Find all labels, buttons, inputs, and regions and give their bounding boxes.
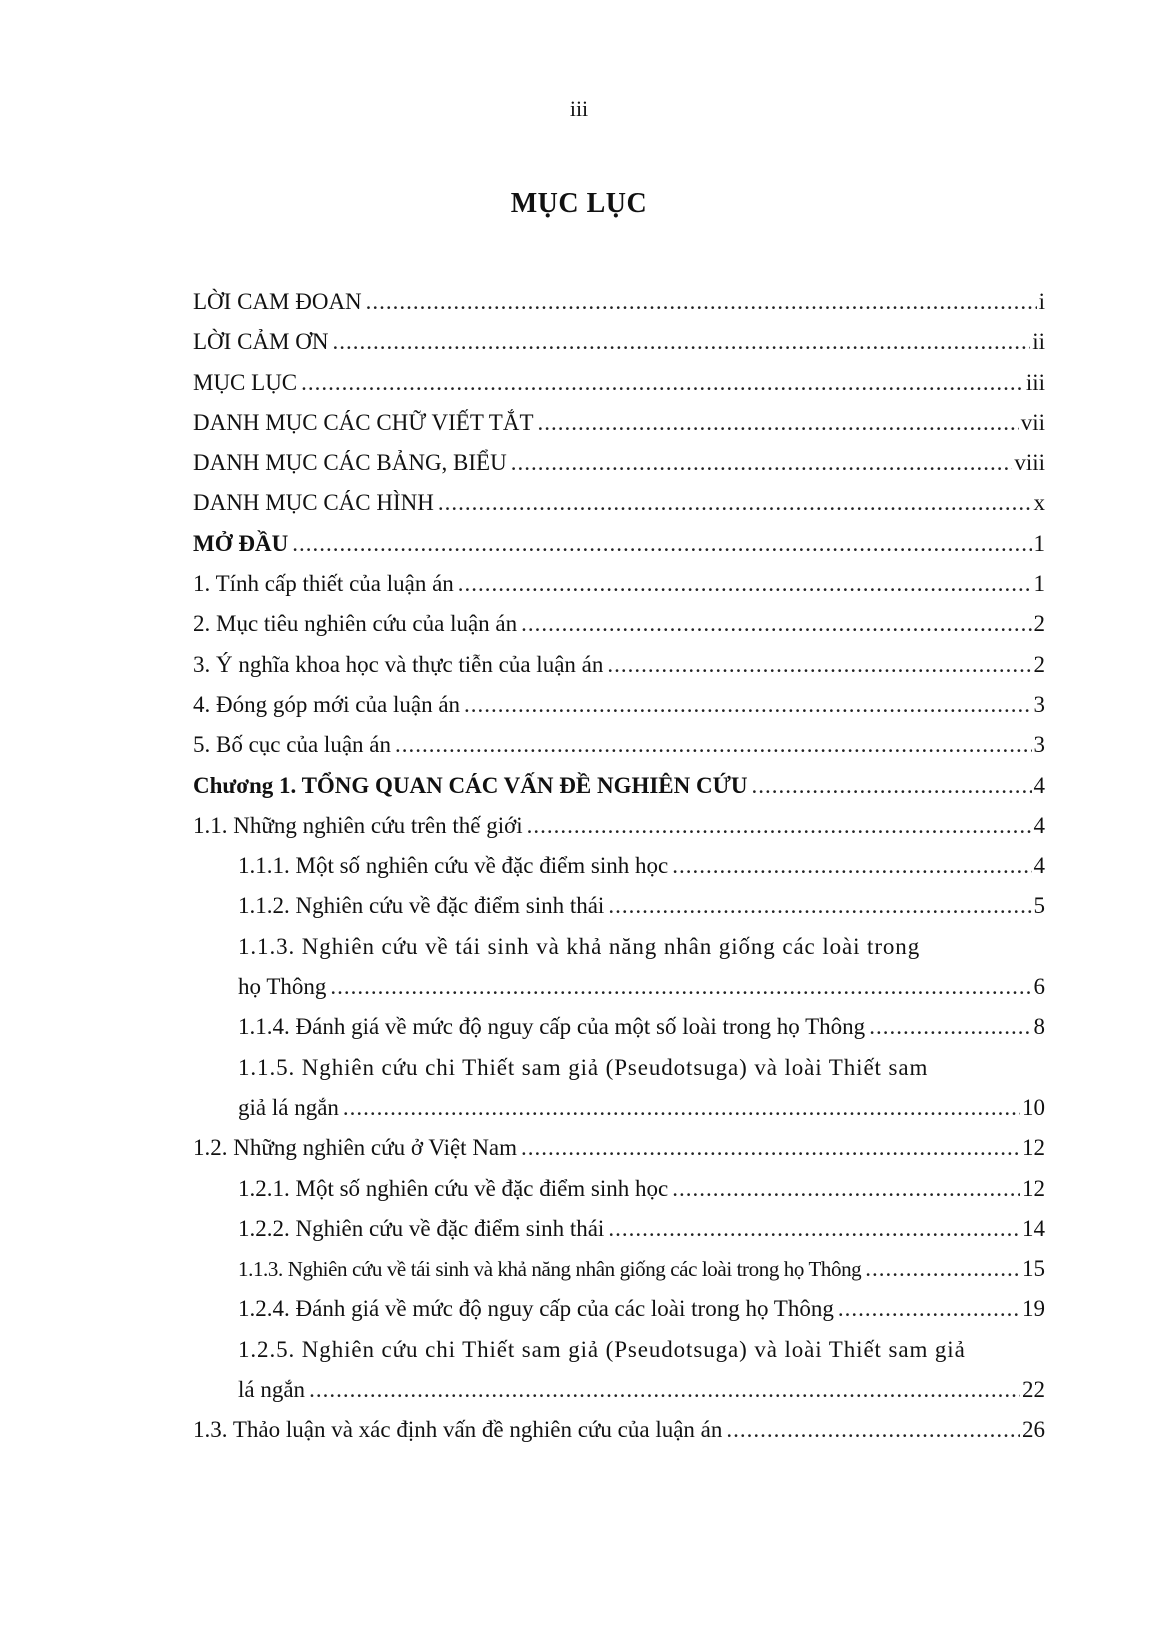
toc-entry-page: 8	[1033, 1014, 1045, 1040]
toc-entry-label: giả lá ngắn	[238, 1094, 339, 1120]
toc-entry-3[interactable]	[193, 645, 1045, 685]
toc-leader-dots	[869, 1007, 1031, 1047]
table-of-contents	[193, 282, 1045, 1451]
toc-entry-label: 1.2.5. Nghiên cứu chi Thiết sam giả (Pseudotsuga) và loài Thiết sam giả	[238, 1336, 966, 1362]
toc-leader-dots	[672, 1169, 1020, 1209]
toc-entry-2[interactable]	[193, 604, 1045, 644]
toc-entry-page: 2	[1033, 611, 1045, 637]
toc-entry-1-2[interactable]	[193, 1128, 1045, 1168]
toc-leader-dots	[521, 604, 1031, 644]
toc-entry-1-2-2[interactable]	[193, 1209, 1045, 1249]
toc-entry-page: 19	[1022, 1296, 1045, 1322]
toc-entry-1-1-3[interactable]	[193, 967, 1045, 1007]
toc-entry-label: MỤC LỤC	[193, 369, 298, 395]
toc-entry-page: vii	[1020, 409, 1045, 435]
toc-leader-dots	[607, 645, 1031, 685]
toc-leader-dots	[752, 766, 1032, 806]
toc-entry-page: ii	[1032, 329, 1045, 355]
toc-entry-5[interactable]	[193, 725, 1045, 765]
toc-leader-dots	[438, 483, 1032, 523]
toc-entry-loi-cam-doan[interactable]	[193, 282, 1045, 322]
toc-entry-label: 3. Ý nghĩa khoa học và thực tiễn của luận án	[193, 651, 604, 677]
toc-entry-label: 1.2. Những nghiên cứu ở Việt Nam	[193, 1135, 518, 1161]
toc-leader-dots	[464, 685, 1031, 725]
toc-leader-dots	[838, 1289, 1020, 1329]
toc-entry-page: 12	[1022, 1175, 1045, 1201]
toc-entry-page: 15	[1022, 1256, 1045, 1282]
toc-entry-1[interactable]	[193, 564, 1045, 604]
toc-entry-page: x	[1033, 490, 1045, 516]
toc-entry-label: 1.2.1. Một số nghiên cứu về đặc điểm sinh học	[238, 1175, 669, 1201]
chapter-prefix: Chương 1	[193, 772, 291, 798]
toc-entry-1-1-4[interactable]	[193, 1007, 1045, 1047]
toc-entry-label: MỞ ĐẦU	[193, 530, 289, 556]
toc-entry-label: DANH MỤC CÁC BẢNG, BIỂU	[193, 450, 507, 476]
toc-leader-dots	[309, 1370, 1020, 1410]
toc-entry-page: 3	[1033, 732, 1045, 758]
toc-leader-dots	[527, 806, 1032, 846]
toc-entry-page: 5	[1033, 893, 1045, 919]
toc-entry-label: LỜI CAM ĐOAN	[193, 289, 362, 314]
toc-leader-dots	[726, 1410, 1020, 1450]
toc-leader-dots	[672, 846, 1031, 886]
toc-leader-dots	[332, 322, 1030, 362]
toc-entry-page: viii	[1014, 450, 1045, 476]
toc-entry-1-1[interactable]	[193, 806, 1045, 846]
toc-leader-dots	[330, 967, 1031, 1007]
toc-entry-label: 1.1.1. Một số nghiên cứu về đặc điểm sinh học	[238, 853, 669, 879]
toc-leader-dots	[511, 443, 1013, 483]
toc-entry-label: DANH MỤC CÁC HÌNH	[193, 490, 434, 516]
toc-entry-label: 1.2.2. Nghiên cứu về đặc điểm sinh thái	[238, 1215, 605, 1241]
toc-entry-label: 1.1.3. Nghiên cứu về tái sinh và khả năng nhân giống các loài trong	[238, 933, 921, 959]
toc-entry-1-1-2[interactable]	[193, 886, 1045, 926]
toc-leader-dots	[395, 725, 1032, 765]
toc-leader-dots	[343, 1088, 1020, 1128]
toc-entry-page: 26	[1022, 1417, 1045, 1443]
toc-entry-muc-luc[interactable]	[193, 363, 1045, 403]
toc-entry-1-2-1[interactable]	[193, 1169, 1045, 1209]
toc-entry-label: 5. Bố cục của luận án	[193, 732, 391, 758]
toc-entry-1-1-5[interactable]	[193, 1088, 1045, 1128]
toc-entry-label: 1.1.3. Nghiên cứu về tái sinh và khả năng nhân giống các loài trong họ Thông	[238, 1257, 862, 1282]
toc-entry-label: 1.1.4. Đánh giá về mức độ nguy cấp của một số loài trong họ Thông	[238, 1014, 866, 1040]
page-title: MỤC LỤC	[510, 188, 648, 219]
toc-entry-label: lá ngắn	[238, 1377, 306, 1403]
page-number: iii	[569, 96, 589, 121]
toc-entry-page: iii	[1025, 369, 1045, 395]
toc-entry-loi-cam-on[interactable]	[193, 322, 1045, 362]
toc-entry-1-3[interactable]	[193, 1410, 1045, 1450]
toc-entry-label: 4. Đóng góp mới của luận án	[193, 691, 461, 717]
toc-entry-label: họ Thông	[238, 974, 327, 1000]
toc-entry-1-1-1[interactable]	[193, 846, 1045, 886]
toc-entry-4[interactable]	[193, 685, 1045, 725]
toc-entry-1-2-5-line1[interactable]	[193, 1330, 1045, 1370]
toc-entry-1-2-5[interactable]	[193, 1370, 1045, 1410]
toc-entry-1-1-3-line1[interactable]	[193, 927, 1045, 967]
toc-entry-mo-dau[interactable]	[193, 524, 1045, 564]
toc-entry-label: 1.1. Những nghiên cứu trên thế giới	[193, 812, 523, 838]
toc-leader-dots	[366, 282, 1037, 322]
toc-entry-page: 1	[1033, 571, 1045, 597]
toc-leader-dots	[608, 1209, 1020, 1249]
toc-entry-label: 1.2.4. Đánh giá về mức độ nguy cấp của các loài trong họ Thông	[238, 1296, 834, 1322]
toc-entry-hinh[interactable]	[193, 483, 1045, 523]
toc-entry-page: 4	[1033, 772, 1045, 798]
toc-leader-dots	[608, 886, 1031, 926]
toc-entry-page: 22	[1022, 1377, 1045, 1403]
toc-leader-dots	[292, 524, 1031, 564]
toc-entry-label: 2. Mục tiêu nghiên cứu của luận án	[193, 611, 518, 637]
toc-leader-dots	[458, 564, 1032, 604]
toc-entry-page: i	[1038, 289, 1045, 314]
toc-entry-page: 6	[1033, 974, 1045, 1000]
toc-entry-chu-viet-tat[interactable]	[193, 403, 1045, 443]
toc-entry-label: LỜI CẢM ƠN	[193, 329, 329, 355]
toc-entry-page: 3	[1033, 691, 1045, 717]
toc-entry-bang-bieu[interactable]	[193, 443, 1045, 483]
toc-entry-1-2-4[interactable]	[193, 1289, 1045, 1329]
toc-entry-page: 1	[1033, 530, 1045, 556]
toc-leader-dots	[301, 363, 1024, 403]
toc-leader-dots	[521, 1128, 1020, 1168]
toc-entry-label: 1.1.2. Nghiên cứu về đặc điểm sinh thái	[238, 893, 605, 919]
toc-leader-dots	[865, 1249, 1020, 1289]
toc-entry-label: 1. Tính cấp thiết của luận án	[193, 571, 454, 597]
toc-entry-page: 10	[1022, 1094, 1045, 1120]
toc-entry-label: DANH MỤC CÁC CHỮ VIẾT TẮT	[193, 409, 534, 435]
toc-entry-page: 4	[1033, 812, 1045, 838]
chapter-title: . TỔNG QUAN CÁC VẤN ĐỀ NGHIÊN CỨU	[290, 772, 748, 798]
toc-entry-label	[193, 766, 752, 806]
toc-entry-label: 1.3. Thảo luận và xác định vấn đề nghiên cứu của luận án	[193, 1417, 723, 1443]
toc-leader-dots	[538, 403, 1019, 443]
toc-entry-label: 1.1.5. Nghiên cứu chi Thiết sam giả (Pseudotsuga) và loài Thiết sam	[238, 1054, 929, 1080]
toc-entry-1-2-3[interactable]	[193, 1249, 1045, 1289]
toc-entry-page: 4	[1033, 853, 1045, 879]
toc-entry-page: 14	[1022, 1215, 1045, 1241]
toc-entry-chuong-1[interactable]	[193, 766, 1045, 806]
toc-entry-1-1-5-line1[interactable]	[193, 1048, 1045, 1088]
toc-entry-page: 2	[1033, 651, 1045, 677]
toc-entry-page: 12	[1022, 1135, 1045, 1161]
